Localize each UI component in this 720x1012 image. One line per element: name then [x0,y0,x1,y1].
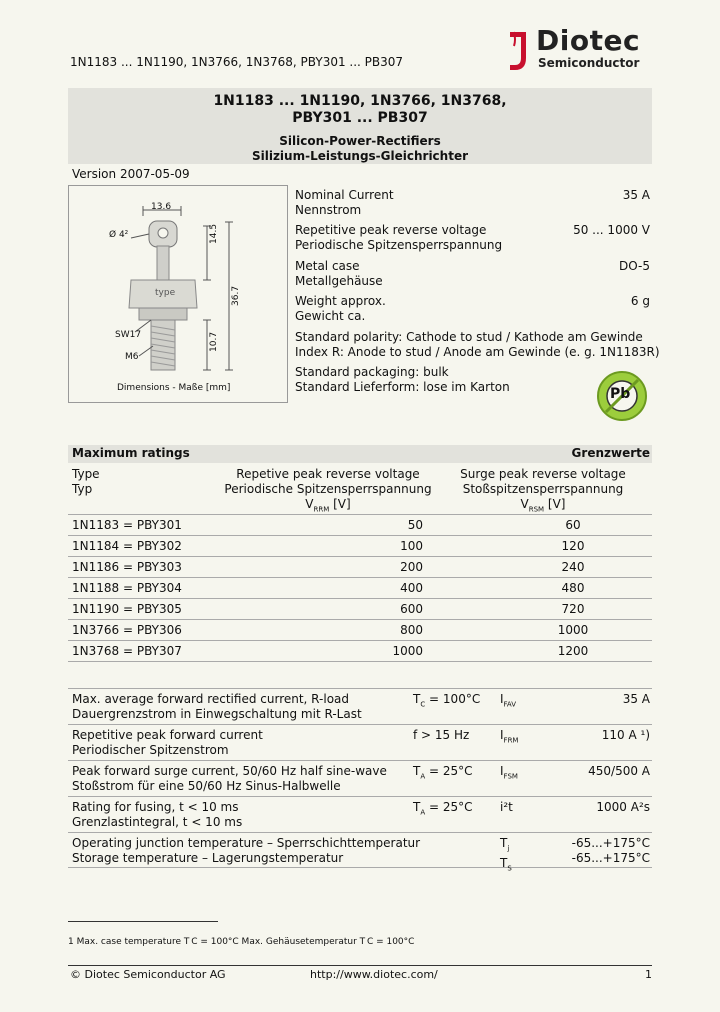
temp-sym-2-sub: S [507,864,512,873]
spec-label-en: Nominal Current [295,188,394,202]
packaging-info [295,365,510,395]
cond-value: = 100°C [425,692,481,706]
row-type: 1N3766 = PBY306 [72,623,182,637]
vrrm-subscript: RRM [313,505,330,514]
m-label: M6 [125,352,139,362]
col-vrrm-en: Repetive peak reverse voltage [236,467,420,481]
sym-subscript: FSM [503,772,518,781]
temp-desc-en: Operating junction temperature – Sperrschichttemperatur [72,836,421,850]
temp-sym-2: T [500,856,508,871]
char-desc-de: Dauergrenzstrom in Einwegschaltung mit R-Last [72,707,362,721]
char-value: 35 A [622,692,650,706]
char-desc-en: Repetitive peak forward current [72,728,263,742]
row-vrrm: 200 [400,560,423,574]
col-vrsm-en: Surge peak reverse voltage [460,467,626,481]
vrsm-unit: [V] [544,497,566,511]
pb-free-icon [596,370,648,422]
row-vrsm: 240 [561,560,585,574]
char-symbol [500,836,512,877]
title-line-1: 1N1183 ... 1N1190, 1N3766, 1N3768, [213,93,507,109]
vrrm-symbol: V [305,497,314,511]
diotec-logo-mark-icon [506,28,536,74]
cond-symbol: f > 15 Hz [413,728,470,742]
col-vrsm-de: Stoßspitzensperrspannung [462,482,624,496]
document-subtitle [68,134,652,164]
spec-label-en: Metal case [295,259,360,273]
table-row [68,535,652,556]
row-vrrm: 1000 [392,644,423,658]
footer-url[interactable]: http://www.diotec.com/ [310,968,438,981]
row-type: 1N3768 = PBY307 [72,644,182,658]
char-condition [413,728,469,743]
sym-letter: I [500,764,504,778]
polarity-line-1: Standard polarity: Cathode to stud / Kathode am Gewinde [295,330,643,344]
temp-sym-1: T [500,836,508,850]
diagram-caption: Dimensions - Maße [mm] [117,383,231,393]
row-vrrm: 400 [400,581,423,595]
char-symbol [500,764,518,784]
cond-subscript: A [420,808,426,817]
char-row-frm [68,724,652,760]
char-desc-en: Peak forward surge current, 50/60 Hz half sine-wave [72,764,387,778]
cond-symbol: T [413,764,421,778]
polarity-line-2: Index R: Anode to stud / Anode am Gewinde (e. g. 1N1183R) [295,345,660,359]
char-row-fav [68,688,652,724]
spec-weight [295,294,650,324]
footer-divider [68,965,652,966]
char-desc-de: Stoßstrom für eine 50/60 Hz Sinus-Halbwelle [72,779,341,793]
table-row [68,619,652,640]
col-vrsm-header [448,467,638,517]
table-row [68,598,652,619]
char-desc-de: Periodischer Spitzenstrom [72,743,229,757]
char-description [72,728,263,758]
char-row-fsm [68,760,652,796]
table-row [68,556,652,577]
temp-desc-de: Storage temperature – Lagerungstemperatur [72,851,344,865]
max-ratings-header [68,445,652,463]
char-desc-de: Grenzlastintegral, t < 10 ms [72,815,243,829]
type-label: type [155,288,176,298]
document-title [68,93,652,127]
char-value: 450/500 A [588,764,650,778]
vrrm-unit: [V] [329,497,351,511]
dim-hole-label: Ø 4² [109,230,129,240]
page-number: 1 [645,968,652,981]
row-vrsm: 60 [565,518,581,532]
title-box [68,88,652,164]
logo-tagline: Semiconductor [538,56,640,70]
packaging-line-1: Standard packaging: bulk [295,365,449,379]
row-vrrm: 600 [400,602,423,616]
row-vrsm: 720 [561,602,585,616]
col-type-de: Typ [72,482,93,496]
spec-value: 6 g [630,294,650,308]
table-row [68,577,652,598]
char-row-fusing [68,796,652,832]
char-value: 110 A ¹) [601,728,650,742]
char-symbol: i²t [500,800,513,814]
cond-symbol: T [413,692,421,706]
footer-copyright: © Diotec Semiconductor AG [70,968,226,981]
char-value: 1000 A²s [596,800,650,814]
sym-letter: I [500,728,504,742]
char-description [72,800,242,830]
char-description [72,764,387,794]
cond-symbol: T [413,800,421,814]
char-condition [413,692,480,712]
row-type: 1N1183 = PBY301 [72,518,182,532]
spec-label-de: Gewicht ca. [295,309,366,323]
vrsm-subscript: RSM [528,505,545,514]
col-type-header [72,467,100,497]
row-vrrm: 100 [400,539,423,553]
char-symbol [500,692,516,712]
footnote: 1 Max. case temperature T C = 100°C Max. Gehäusetemperatur T C = 100°C [68,937,415,947]
spec-nominal-current [295,188,650,218]
char-description [72,692,362,722]
diotec-logo [506,24,656,74]
temp-sym-1-sub: j [507,844,510,853]
row-vrsm: 480 [561,581,585,595]
sym-letter: I [500,692,504,706]
char-desc-en: Max. average forward rectified current, R-load [72,692,350,706]
spec-label-de: Periodische Spitzensperrspannung [295,238,503,252]
dimension-drawing [68,185,288,403]
char-desc-en: Rating for fusing, t < 10 ms [72,800,239,814]
cond-subscript: A [420,772,426,781]
row-type: 1N1188 = PBY304 [72,581,182,595]
char-value [572,836,650,866]
dim-bottom-label: 10.7 [209,331,219,352]
sym-subscript: FRM [503,736,519,745]
max-ratings-title: Maximum ratings [72,446,190,460]
max-ratings-title-de: Grenzwerte [571,446,650,460]
row-type: 1N1190 = PBY305 [72,602,182,616]
title-line-2: PBY301 ... PB307 [292,110,428,126]
char-condition [413,764,472,784]
dim-total-label: 36.7 [231,285,241,306]
row-type: 1N1184 = PBY302 [72,539,182,553]
spec-label-en: Repetitive peak reverse voltage [295,223,487,237]
sym-subscript: FAV [503,700,517,709]
spec-label-en: Weight approx. [295,294,386,308]
row-vrsm: 1000 [557,623,589,637]
col-vrrm-header [218,467,438,517]
col-type-en: Type [72,467,100,481]
version-label: Version 2007-05-09 [72,167,190,181]
cond-value: = 25°C [425,764,473,778]
subtitle-en: Silicon-Power-Rectifiers [279,134,441,148]
table-row [68,640,652,662]
vrsm-symbol: V [520,497,529,511]
spec-value: DO-5 [619,259,650,273]
packaging-line-2: Standard Lieferform: lose im Karton [295,380,510,394]
cond-value: = 25°C [425,800,473,814]
row-vrrm: 50 [407,518,423,532]
spec-label-de: Nennstrom [295,203,362,217]
package-outline-icon [69,186,287,402]
dim-top-label: 14.5 [209,223,219,244]
col-vrrm-de: Periodische Spitzensperrspannung [224,482,432,496]
temp-value-1: -65...+175°C [571,836,650,850]
subtitle-de: Silizium-Leistungs-Gleichrichter [251,149,469,163]
polarity-info [295,330,660,360]
spec-reverse-voltage [295,223,650,253]
spec-value: 35 A [622,188,650,202]
row-vrrm: 800 [400,623,423,637]
char-description [72,836,420,866]
char-condition [413,800,472,820]
char-row-temperature [68,832,652,873]
header-part-list: 1N1183 ... 1N1190, 1N3766, 1N3768, PBY301 ... PB307 [70,55,404,69]
dim-width-label: 13.6 [151,202,172,212]
spec-value: 50 ... 1000 V [573,223,650,237]
table-row [68,514,652,535]
spec-label-de: Metallgehäuse [295,274,383,288]
spec-case [295,259,650,289]
row-vrsm: 1200 [557,644,589,658]
row-vrsm: 120 [561,539,585,553]
logo-text: Diotec [536,24,641,57]
sw-label: SW17 [115,330,142,340]
footnote-divider [68,921,218,922]
char-symbol [500,728,518,748]
temp-value-2: -65...+175°C [571,851,650,865]
cond-subscript: C [420,700,426,709]
pb-label: Pb [610,386,631,402]
row-type: 1N1186 = PBY303 [72,560,182,574]
